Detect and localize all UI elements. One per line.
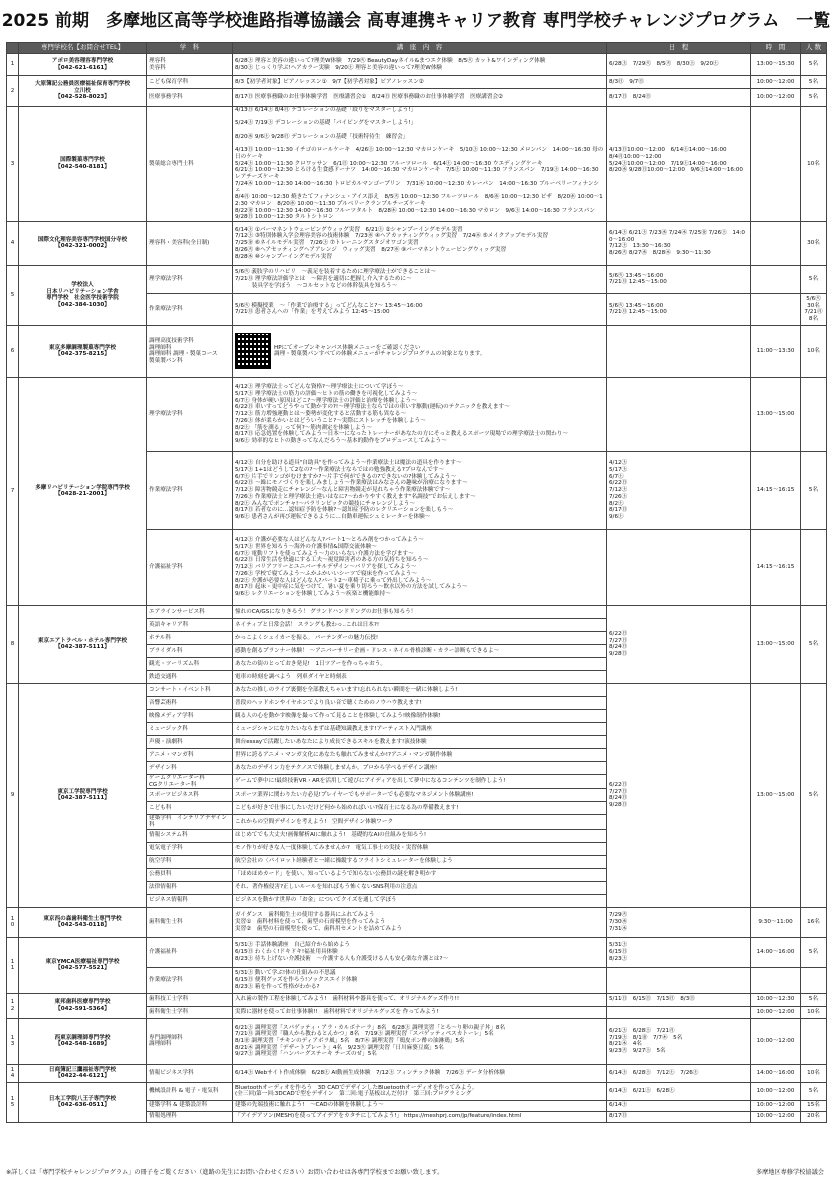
department: 作業療法学科 [147, 293, 233, 325]
course-content: 6/21㊏ 調理実習「スパゲッティ・アラ・カルボナーラ」8名 6/28㊏ 調理実習「とろ～り卵の親子丼」8名 7/21㊊ 調理実習「職人から教わるとんかつ」8名 7/19㊏ 調理実習「スパゲッティペスカトーレ」5名 8/1㊎ 調理実習「チキンのディアボラ風」5名 8/7㊍ 調理実習「鶏皮ポン酢の油淋鶏」5名 8/21㊍ 調理実習「デザートプレート」4名 9/23㊋ 調理実習「日川麻婆豆腐」5名 9/27㊏ 調理実習「ハンバーグステーキ チーズのせ」5名 [233, 1018, 607, 1064]
table-row [7, 993, 827, 1006]
school-name: 東京西の森歯科衛生士専門学校 【042-543-0118】 [19, 907, 147, 937]
department: 情報処理科 [147, 1111, 233, 1122]
schedule-dates: 6/22㊐ 7/27㊐ 8/24㊐ 9/28㊐ [607, 605, 751, 683]
course-content: 実際に器材を使ってお仕事体験!! 歯科材料でオリジナルグッズを 作ってみよう! [233, 1006, 607, 1018]
time-slot: 10:00～12:30 [751, 993, 801, 1006]
capacity: 5名 [801, 993, 827, 1006]
course-content: 舞台essayで活躍したいあなたにより成長できるスキルを教えます!演技体験 [233, 735, 607, 748]
schedule-dates: 6/28㊏ 7/29㊋ 8/5㊋ 8/30㊏ 9/20㊏ [607, 54, 751, 76]
schedule-dates [607, 325, 751, 377]
table-row [7, 265, 827, 293]
school-name: 東邦歯科医療専門学校 【042-591-5364】 [19, 993, 147, 1018]
department: 音響芸術科 [147, 696, 233, 709]
row-number: 3 [7, 107, 19, 222]
header-capacity: 人 数 [801, 43, 827, 54]
capacity: 10名 [801, 325, 827, 377]
department: 歯科衛生士科 [147, 907, 233, 937]
capacity [801, 1018, 827, 1064]
program-table [6, 42, 827, 1123]
course-content: ゲームで夢中に!最終技術VR・ARを活用して遊びにアイディアを出して夢中になるコンテンツを制作しよう! [233, 774, 607, 788]
course-content: 電車の時刻を調べよう 列車ダイヤと時刻表 [233, 670, 607, 683]
course-content: スポーツ業界に関わりたい方必見!プレイヤーでもサポーターでも必要なマネジメント体験講座! [233, 789, 607, 802]
row-number: 15 [7, 1082, 19, 1122]
schedule-dates: 8/17㊐ [607, 1111, 751, 1122]
department: 映像メディア学科 [147, 709, 233, 722]
footer-organization: 多摩地区専修学校協議会 [755, 1169, 824, 1176]
course-content: 8/17㊐ 医療事務職のお仕事体験学習 医療講習会① 8/24㊐ 医療事務職のお仕事体験学習 医療講習会② [233, 89, 607, 107]
schedule-dates: 5/6㊋ 13:45～16:00 7/21㊊ 12:45～15:00 [607, 265, 751, 293]
capacity: 5名 [801, 451, 827, 529]
table-row [7, 377, 827, 451]
school-name: 東京工学院専門学校 【042-387-5111】 [19, 683, 147, 907]
time-slot: 10:00～12:00 [751, 76, 801, 89]
capacity: 10名 [801, 1064, 827, 1082]
capacity: 5名 [801, 683, 827, 907]
department: 公務員科 [147, 868, 233, 881]
department: 声優・演劇科 [147, 735, 233, 748]
schedule-dates: 6/14㊏ 6/21㊏ 6/28㊏ [607, 1082, 751, 1100]
capacity: 5名 [801, 76, 827, 89]
time-slot: 10:00～12:00 [751, 1018, 801, 1064]
time-slot: 14:00～16:00 [751, 1064, 801, 1082]
school-name: 学校法人 日本リハビリテーション学舎 専門学校 社会医学技術学院 【042-384-1030】 [19, 265, 147, 325]
table-header-row [7, 43, 827, 54]
department: 歯科衛生士学科 [147, 1006, 233, 1018]
course-content: こどもが好きで仕事にしたいだけど何から始めればいい?保育士になる為の準備教えます! [233, 802, 607, 815]
capacity: 20名 [801, 1111, 827, 1122]
school-name: 西東京調理師専門学校 【042-548-1689】 [19, 1018, 147, 1064]
capacity: 5名 [801, 265, 827, 293]
school-name: 東京エアトラベル・ホテル専門学校 【042-387-5111】 [19, 605, 147, 683]
time-slot: 9:30～11:00 [751, 907, 801, 937]
capacity: 10名 [801, 1006, 827, 1018]
row-number: 6 [7, 325, 19, 377]
table-body [7, 54, 827, 1123]
schedule-dates [607, 377, 751, 451]
course-content: 4/12㊏ 理学療法士ってどんな資格?～理学療法士について学ぼう～ 5/17㊏ 理学療法士の筋力の評価～ヒトの筋の働きを可視化してみよう～ 6/7㊏ 身体が硬い原因はどこ?～理学療法士の評価と治療を体験しよう～ 6/22㊐ 車いすってどうやって動かすの?!～理学療法士ならではの車いす駆動(運転)のテクニックを教えます～ 7/12㊏ 筋力増強運動とは～姿勢が変化すると活動する筋も異なる～ 7/26㊏ 体が柔らかいとはどういうこと?～実際にストレッチを体験しよう～ 8/2㊏ 「筋を測る」って何?～筋肉測定を体験しよう～ 8/17㊐ 応急処置を体験してみよう～日本一になったトレーナーがあなたの方にそっと教えるスポーツ現場での理学療法士の関わり～ 9/6㊏ 効率的なヒトの動きってなんだろう～基本的動作をプロデュースしてみよう～ [233, 377, 607, 451]
schedule-dates [607, 529, 751, 605]
table-row [7, 907, 827, 937]
schedule-dates: 6/14㊏ 6/28㊏ 7/12㊏ 7/26㊏ [607, 1064, 751, 1082]
table-row [7, 107, 827, 222]
department: 介護福祉学科 [147, 529, 233, 605]
course-content: 6/28㊏ 理容と美容の違いって?理美W体験 7/29㊋ BeautyDayネイル&まつエク体験 8/5㊋ カット&ワインディング体験 8/30㊏ じっくり学ぶ!ヘアカラー実験 9/20㊏ 理容と美容の違いって?理美W体験 [233, 54, 607, 76]
course-content: 「アイデアソン(MESH)を使ってアイデアをカタチにしてみよう!」 https://meshprj.com/jp/feature/index.html [233, 1111, 607, 1122]
department: 理容科 美容科 [147, 54, 233, 76]
course-content: 建築の先端技術に触れよう! ～CADの体験を体験しよう～ [233, 1100, 607, 1111]
row-number: 4 [7, 221, 19, 265]
time-slot: 13:00～15:00 [751, 377, 801, 451]
department: 専門調理師科 調理師科 [147, 1018, 233, 1064]
capacity: 5名 [801, 1082, 827, 1100]
table-row [7, 54, 827, 76]
course-content: 憧れのCA/GSになりきろう！ グランドハンドリングのお仕事も知ろう！ [233, 605, 607, 618]
schedule-dates: 5/6㊋ 13:45～16:00 7/21㊊ 12:45～15:00 [607, 293, 751, 325]
row-number: 8 [7, 605, 19, 683]
department: 介護福祉科 [147, 937, 233, 967]
department: ビジネス情報科 [147, 894, 233, 907]
qr-code-icon [235, 333, 271, 369]
row-number: 7 [7, 377, 19, 605]
capacity: 10名 [801, 107, 827, 222]
capacity: 5/6㊋ 30名 7/21㊊ 8名 [801, 293, 827, 325]
course-content: Bluetoothオーディオを作ろう 3D CADでデザインしたBluetoothオーディオを作ってみよう。 (全三回)第一回:3DCADで型をデザイン 第二回:電子基板はんだ付け 第三回:プログラミング [233, 1082, 607, 1100]
time-slot: 13:00～15:00 [751, 683, 801, 907]
department: アニメ・マンガ科 [147, 748, 233, 761]
capacity: 15名 [801, 1100, 827, 1111]
course-content: これからの空間デザインを考えよう! 空間デザイン体験ワーク [233, 815, 607, 829]
department: エアラインサービス科 [147, 605, 233, 618]
schedule-dates: 4/13㊐10:00～12:00 6/14㊏14:00～16:00 8/4㊊10:00～12:00 5/24㊏10:00～12:00 7/19㊏14:00～16:00 8/20㊌ 9/28㊐10:00～12:00 9/6㊏14:00～16:00 [607, 107, 751, 222]
department: こども保育学科 [147, 76, 233, 89]
time-slot: 10:00～12:00 [751, 89, 801, 107]
department: 理容科・美容科(全日制) [147, 221, 233, 265]
row-number: 11 [7, 937, 19, 993]
table-row [7, 76, 827, 89]
row-number: 14 [7, 1064, 19, 1082]
school-name: アポロ美容理容専門学校 【042-621-6161】 [19, 54, 147, 76]
course-content: 6/14㊏ ①パーマネントウェーピングウィッグ実習 6/21㊏ ②シャンプーイングモデル実習 7/12㊏ ③特別体験入学会理容美容の技術体験 7/23㊌ ④ヘアカッティングウィッグ実習 7/24㊍ ⑤メイクアップモデル実習 7/25㊎ ⑥ネイルモデル実習 7/26㊏ ⑦トレーニングスタジオワゴン実習 8/26㊋ ⑧ヘアセッティングヘアアレンジ ウィッグ実習 8/27㊌ ⑨パーマネントウェーピングウィッグ実習 8/28㊍ ⑩シャンプーイングモデル実習 [233, 221, 607, 265]
course-content: モノ作りが好きな人一度体験してみませんか? 電気工事士の実技・実習体験 [233, 842, 607, 855]
department: 建築学科 インテリアデザイン科 [147, 815, 233, 829]
department: コンサート・イベント科 [147, 683, 233, 696]
qr-caption: HPにてオープンキャンパス体験メニューをご確認ください 調理・製菓製パンすべての体験メニューがチャレンジプログラムの対象となります。 [274, 344, 486, 358]
time-slot [751, 107, 801, 222]
department: 機械設計科 & 電子・電気科 [147, 1082, 233, 1100]
course-content: ネイティブと日常会話！ スラングも教わっ..これは日本?! [233, 618, 607, 631]
header-dates: 日 程 [607, 43, 751, 54]
course-content: 観る人の心を動かす映像を撮って作って見ることを体験してみよう!映像制作体験! [233, 709, 607, 722]
course-content: ミュージシャンになりたいならまずは基礎知識教えます!アーティスト入門講座 [233, 722, 607, 735]
time-slot: 10:00～12:00 [751, 1082, 801, 1100]
course-content: 5/6㊋ 義肢学のリハビリ ～義足を装着するために理学療法士ができることは～ 7/21㊊ 理学療法評価学とは ～障害を適切に把握し介入するために～ 装具学を学ぼう ～コルセットなどの体幹装具を知ろう～ [233, 265, 607, 293]
schedule-dates [607, 967, 751, 993]
time-slot: 11:00～13:30 [751, 325, 801, 377]
table-row [7, 1064, 827, 1082]
capacity: 5名 [801, 54, 827, 76]
row-number: 9 [7, 683, 19, 907]
school-name: 国際製菓専門学校 【042-540-8181】 [19, 107, 147, 222]
schedule-dates: 6/22㊐ 7/27㊐ 8/24㊐ 9/28㊐ [607, 683, 751, 907]
course-content: 8/3【初学者対象】ピアノレッスン① 9/7【初学者対象】ピアノレッスン② [233, 76, 607, 89]
course-content: 6/14㊏ Webサイト作成体験 6/28㊏ AI動画生成体験 7/12㊏ フィンテック体験 7/26㊏ データ分析体験 [233, 1064, 607, 1082]
time-slot [751, 265, 801, 293]
school-name: 東京YMCA医療福祉専門学校 【042-577-5521】 [19, 937, 147, 993]
department: ミュージック科 [147, 722, 233, 735]
header-no [7, 43, 19, 54]
capacity [801, 377, 827, 451]
time-slot: 10:00～12:00 [751, 1100, 801, 1111]
department: 作業療法学科 [147, 967, 233, 993]
course-content: あなたの推しのライブ裏側を全部教えちゃいます!忘れられない瞬間を一緒に体験しよう! [233, 683, 607, 696]
course-content: 4/12㊏ 自分を助ける道具"自助具"を作ってみよう～作業療法士は魔法の道具を作ります～ 5/17㊏ 1+1はどうして2なの?～作業療法士ならではの勉強教える?プロなんです～ 6/7㊏ 片手でリンゴがむけますか?～片手で何ができるの?できないの?体験してみよう～ 6/22㊐ ～繰にモノづくりを楽しみましょう～作業療法はみなさんの趣味が治療になります～ 7/12㊏ 障害物競走にチャレンジ～なんと障害物競走が見れちゃう作業療法体験です～ 7/26㊏ 作業療法士と理学療法士違いはなに?～わかりやすく教えます"名調技"でお伝えします～ 8/2㊏ みんなでポンチャ!～パラリンピックの競技にチャレンジしよう～ 8/17㊐ 若者なのに…認知症予防を体験?～認知症予防のレクリエーションを楽しもう～ 9/6㊏ 患者さんが再び運転できるように…自動車運転シュミレーターを体験～ [233, 451, 607, 529]
table-row [7, 683, 827, 696]
header-content: 講 座 内 容 [233, 43, 607, 54]
course-content: それ、著作権侵害?正しいルールを知ればもう怖くないSNS利用の注意点 [233, 881, 607, 894]
school-name: 日商簿記三鷹福祉専門学校 【0422-44-6121】 [19, 1064, 147, 1082]
department: ホテル科 [147, 631, 233, 644]
table-row [7, 605, 827, 618]
department: 鉄道交通科 [147, 670, 233, 683]
time-slot: 14:00～16:00 [751, 937, 801, 967]
capacity [801, 529, 827, 605]
department: 調理高度技術学科 調理師科 調理師科 調理・製菓コース 製菓製パン科 [147, 325, 233, 377]
course-content: かっこよくシェイカーを振る。 バーテンダーの魅力伝授! [233, 631, 607, 644]
schedule-dates: 8/17㊐ 8/24㊐ [607, 89, 751, 107]
table-row [7, 325, 827, 377]
schedule-dates: 6/14㊏ 6/21㊏ 7/23㊌ 7/24㊍ 7/25㊎ 7/26㊏ 14:00～16:00 7/12㊏ 13:30～16:30 8/26㊋ 8/27㊌ 8/28㊍ 9:30～11:30 [607, 221, 751, 265]
department: 航空学科 [147, 855, 233, 868]
course-content: はじめてでも大丈夫!画像解析AIに触れよう! 基礎的なAIの仕組みを知ろう! [233, 829, 607, 842]
school-name: 大原簿記公務員医療福祉保育専門学校 立川校 【042-528-8023】 [19, 76, 147, 107]
table-row [7, 937, 827, 967]
schedule-dates: 7/29㊋ 7/30㊌ 7/31㊍ [607, 907, 751, 937]
department: ブライダル科 [147, 644, 233, 657]
time-slot [751, 967, 801, 993]
course-content: 世界に誇るアニメ・マンガ文化にあなたも触れてみませんか!?アニメ・マンガ制作体験 [233, 748, 607, 761]
time-slot: 13:00～15:00 [751, 605, 801, 683]
course-content: ビジネスを動かす世界の「お金」についてクイズを通して学ぼう [233, 894, 607, 907]
time-slot: 14:15～16:15 [751, 529, 801, 605]
school-name: 国際文化理容美容専門学校国分寺校 【042-321-0002】 [19, 221, 147, 265]
department: 作業療法学科 [147, 451, 233, 529]
schedule-dates: 5/11㊐ 6/15㊐ 7/13㊐ 8/3㊐ [607, 993, 751, 1006]
schedule-dates: 5/31㊏ 6/15㊐ 8/23㊏ [607, 937, 751, 967]
schedule-dates: 6/14㊏ [607, 1100, 751, 1111]
course-content: 4/13㊐ 6/14㊏ 8/4㊊ デコレーションの基礎「絞りをマスターしよう!」 5/24㊏ 7/19㊏ デコレーションの基礎「パイピングをマスターしよう!」 8/20㊌ 9/6㊏ 9/28㊐ デコレーションの基礎「技術特待生 練習会」 4/13㊐ 10:00～11:30 イチゴのロールケーキ 4/26㊏ 10:00～12:30 マカロンケーキ 5/10㊏ 10:00～12:30 メロンパン 14:00～16:30 母の日のケーキ 5/24㊏ 10:00～11:30 クロワッサン 6/1㊐ 10:00～12:30 フルーツロール 6/14㊏ 14:00～16:30 ウエディングケーキ 6/21㊏ 10:00～12:30 とろける生食感ドーナツ 14:00～16:30 マカロンケーキ 7/5㊏ 10:00～11:30 フランスパン 7/19㊏ 14:00～16:30 レアチーズケーキ 7/24㊍ 10:00～12:30 14:00～16:30 トロピカルマンゴープリン 7/31㊍ 10:00～12:30 カレーパン 14:00～16:30 ブルーベリーフィナンシェ 8/4㊊ 10:00～12:30 焼きたてフィナンシェ・アイス添え 8/5㊋ 10:00～12:30 フルーツロール 8/6㊌ 10:00～12:30 ピザ 8/20㊌ 10:00～12:30 マカロン 8/20㊌ 10:00～11:30 プルベリークランブルチーズケーキ 8/22㊎ 10:00～12:30 14:00～16:30 フルーツタルト 8/28㊍ 10:00～12:30 14:00～16:30 マカロン 9/6㊏ 14:00～16:30 フランスパン 9/28㊐ 10:00～12:30 タルトシトロン [233, 107, 607, 222]
row-number: 2 [7, 76, 19, 107]
table-row [7, 1018, 827, 1064]
row-number: 10 [7, 907, 19, 937]
course-content: 感動を創るプランナー体験！ ～アニバーサリー企画・ドレス・ネイル骨格診断・カラー診断もできるよ～ [233, 644, 607, 657]
capacity: 5名 [801, 89, 827, 107]
school-name: 日本工学院八王子専門学校 【042-636-0511】 [19, 1082, 147, 1122]
table-row [7, 1082, 827, 1100]
department: 法律情報科 [147, 881, 233, 894]
course-content: あなたのデザイン力をテクノスで体験しませんか。プロから学べるデザイン講座! [233, 761, 607, 774]
page-title: 2025 前期 多摩地区高等学校進路指導協議会 高専連携キャリア教育 専門学校チャレンジプログラム 一覧 [1, 11, 831, 31]
course-content: 普段のヘッドホンやイヤホンでより良い音で聴くためのノウハウ教えます! [233, 696, 607, 709]
capacity [801, 967, 827, 993]
department: 英語キャリア科 [147, 618, 233, 631]
header-dept: 学 科 [147, 43, 233, 54]
footer-note: ※詳しくは「専門学校チャレンジプログラム」の冊子をご覧ください（進路の先生にお問い合わせください）お問い合わせは各専門学校までお願い致します。 [6, 1169, 444, 1176]
row-number: 13 [7, 1018, 19, 1064]
department: 観光・ツーリズム科 [147, 657, 233, 670]
schedule-dates [607, 1006, 751, 1018]
capacity: 30名 [801, 221, 827, 265]
capacity: 5名 [801, 605, 827, 683]
time-slot [751, 221, 801, 265]
time-slot: 10:00～12:00 [751, 1006, 801, 1018]
department: 製菓総合専門士科 [147, 107, 233, 222]
department: デザイン科 [147, 761, 233, 774]
school-name: 東京多摩調理製菓専門学校 【042-375-8215】 [19, 325, 147, 377]
department: ゲームクリエーター科 CGクリエーター科 [147, 774, 233, 788]
department: スポーツビジネス科 [147, 789, 233, 802]
schedule-dates: 6/21㊏ 6/28㊏ 7/21㊊ 7/19㊏ 8/1㊎ 7/7㊍ 5名 8/21㊍ 4名 9/23㊋ 9/27㊏ 5名 [607, 1018, 751, 1064]
department: 情報システム科 [147, 829, 233, 842]
course-content: あなたの街のとっておき発見! 1日ツアーを作っちゃおう。 [233, 657, 607, 670]
header-school: 専門学校名【お問合せTEL】 [19, 43, 147, 54]
capacity: 16名 [801, 907, 827, 937]
course-content: 4/12㊏ 介護が必要な人はどんな人?パート1～とろみ剤をつかってみよう～ 5/17㊏ 世界を知ろう～海外の介護事情&国際交流体験～ 6/7㊏ 電動リフトを使ってみよう～力のいらない介護方法を学びます～ 6/22㊐ 日常生活を快適にする工夫～視覚障害者のある方の気持ちを知ろう～ 7/12㊏ バリアフリーとユニバーサルデザイン～バリアを探してみよう～ 7/26㊏ 学校で寝てみよう～ふかふかいいシーツで寝床を作ってみよう～ 8/2㊏ 介護が必要な人はどんな人?パート2～車椅子に乗って外出してみよう～ 8/17㊐ 起床・更中症に気をつけて、暑い夏を乗り切ろう～飲水以外の方法を試してみよう～ 9/6㊏ レクリエーションを体験してみよう～疾楽と機能維持～ [233, 529, 607, 605]
course-content: 航空会社の〈パイロット経験者と一緒に操縦するフライトシミュレーターを体験しよう [233, 855, 607, 868]
course-content: 入れ歯の製作工程を体験してみよう! 歯科材料や器具を使って、オリジナルグッズ作り!! [233, 993, 607, 1006]
capacity: 5名 [801, 937, 827, 967]
department: 理学療法学科 [147, 377, 233, 451]
course-content: 「ほめほめカード」を使い、知っているようで知らない公務員の謎を解き明かす [233, 868, 607, 881]
table-row [7, 221, 827, 265]
course-content [233, 325, 607, 377]
department: 理学療法学科 [147, 265, 233, 293]
course-content: 5/6㊋ 模擬授業 ～「作業で治療する」ってどんなこと?～ 13:45～16:00 7/21㊊ 患者さんへの「作業」を考えてみよう 12:45～15:00 [233, 293, 607, 325]
row-number: 12 [7, 993, 19, 1018]
department: 歯科技工士学科 [147, 993, 233, 1006]
department: こども科 [147, 802, 233, 815]
school-name: 多摩リハビリテーション学院専門学校 【0428-21-2001】 [19, 377, 147, 605]
department: 医療事務学科 [147, 89, 233, 107]
course-content: ガイダンス 歯科衛生士の使用する器具にふれてみよう 実習① 歯科材料を使って、歯型の石膏模型を作ってみよう 実習② 歯型の石膏模型を使って、歯科用セメントを詰めてみよう [233, 907, 607, 937]
course-content: 5/31㊏ 手話体験講座 自己紹介から始めよう 6/15㊐ わくわく!ドキドキ!福祉用具体験 8/23㊏ 待ち上げない介護技術 ～介護する人も介護受ける人も安心楽な介護とは?～ [233, 937, 607, 967]
schedule-dates: 4/12㊏ 5/17㊏ 6/7㊏ 6/22㊐ 7/12㊏ 7/26㊏ 8/2㊏ 8/17㊐ 9/6㊏ [607, 451, 751, 529]
department: 電気電子学科 [147, 842, 233, 855]
course-content: 5/31㊏ 動いて学ぶ!体の仕組みの不思議 6/15㊐ 便利グッズを作ろう!ソックスエイド体験 8/23㊏ 箱を作って性格がわかる? [233, 967, 607, 993]
schedule-dates: 8/3㊐ 9/7㊐ [607, 76, 751, 89]
row-number: 1 [7, 54, 19, 76]
department: 情報ビジネス学科 [147, 1064, 233, 1082]
time-slot: 13:00～15:30 [751, 54, 801, 76]
row-number: 5 [7, 265, 19, 325]
header-time: 時 間 [751, 43, 801, 54]
time-slot: 14:15～16:15 [751, 451, 801, 529]
time-slot: 10:00～12:00 [751, 1111, 801, 1122]
time-slot [751, 293, 801, 325]
department: 建築学科 & 建築設計科 [147, 1100, 233, 1111]
